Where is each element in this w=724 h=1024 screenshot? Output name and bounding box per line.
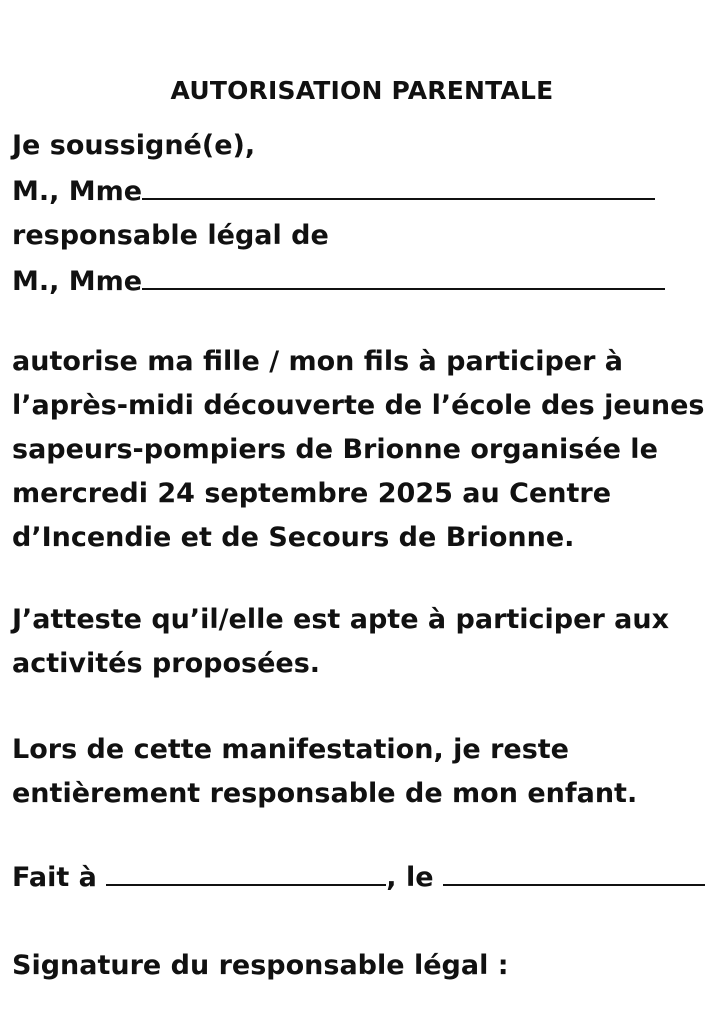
aptitude-text-line: activités proposées. bbox=[12, 648, 321, 679]
authorization-text-line: l’après-midi découverte de l’école des jeunes bbox=[12, 390, 705, 421]
responsibility-text-line: entièrement responsable de mon enfant. bbox=[12, 778, 638, 809]
place-label: Fait à bbox=[12, 862, 97, 893]
signature-label: Signature du responsable légal : bbox=[12, 950, 509, 981]
intro-line-guardian-name bbox=[12, 172, 655, 212]
date-blank[interactable] bbox=[443, 858, 705, 886]
intro-line-child-name bbox=[12, 262, 665, 302]
place-date-line bbox=[12, 858, 705, 898]
authorization-text-line: mercredi 24 septembre 2025 au Centre bbox=[12, 478, 612, 509]
child-name-blank[interactable] bbox=[142, 262, 665, 290]
authorization-text-line: d’Incendie et de Secours de Brionne. bbox=[12, 522, 575, 553]
guardian-name-label: M., Mme bbox=[12, 176, 143, 207]
aptitude-text-line: J’atteste qu’il/elle est apte à participer aux bbox=[12, 604, 670, 635]
intro-line-undersigned: Je soussigné(e), bbox=[12, 130, 256, 161]
child-name-label: M., Mme bbox=[12, 266, 143, 297]
place-blank[interactable] bbox=[106, 858, 386, 886]
date-label: , le bbox=[386, 862, 434, 893]
authorization-text-line: autorise ma fille / mon fils à participer à bbox=[12, 346, 624, 377]
authorization-text-line: sapeurs-pompiers de Brionne organisée le bbox=[12, 434, 658, 465]
responsibility-text-line: Lors de cette manifestation, je reste bbox=[12, 734, 569, 765]
intro-line-legal-guardian-of: responsable légal de bbox=[12, 220, 329, 251]
document-title: AUTORISATION PARENTALE bbox=[170, 76, 554, 105]
guardian-name-blank[interactable] bbox=[142, 172, 655, 200]
